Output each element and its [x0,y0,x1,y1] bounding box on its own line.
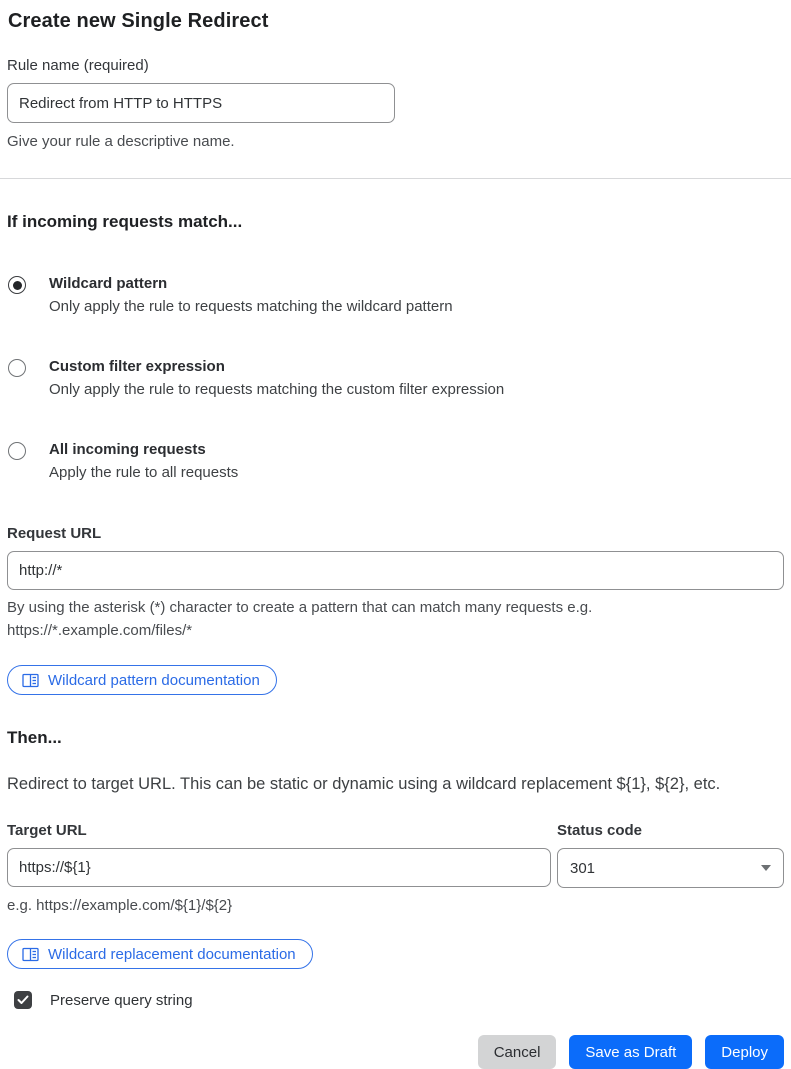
radio-selected-dot [13,281,22,290]
radio-button-icon[interactable] [8,359,26,377]
match-section-heading: If incoming requests match... [7,212,243,231]
radio-label: Wildcard pattern [49,275,168,292]
deploy-button[interactable]: Deploy [705,1035,784,1069]
radio-label: All incoming requests [49,441,206,458]
rule-name-label: Rule name (required) [7,57,149,74]
wildcard-pattern-docs-button[interactable] [7,665,277,695]
radio-option-all-requests[interactable] [7,441,784,481]
status-code-label: Status code [557,822,643,839]
cancel-button[interactable]: Cancel [478,1035,557,1069]
checkbox-checked-icon[interactable] [14,991,32,1009]
radio-option-custom-filter[interactable] [7,358,784,398]
target-url-help: e.g. https://example.com/${1}/${2} [7,897,233,914]
request-url-help [7,596,784,642]
target-url-label: Target URL [7,822,87,839]
book-open-icon [22,673,39,688]
rule-name-input[interactable] [7,83,395,123]
page-title: Create new Single Redirect [8,10,269,32]
radio-button-icon[interactable] [8,442,26,460]
request-url-help-line2: https://*.example.com/files/* [7,622,193,639]
target-row-labels [7,822,784,839]
request-url-help-line1: By using the asterisk (*) character to create a pattern that can match many requests e.g. [7,599,593,616]
doc-button-label: Wildcard replacement documentation [48,945,296,963]
radio-description: Apply the rule to all requests [49,464,239,481]
status-code-select[interactable] [557,848,784,888]
status-code-value: 301 [570,859,596,877]
target-url-input[interactable] [7,848,551,887]
chevron-down-icon [761,865,771,871]
radio-label: Custom filter expression [49,358,225,375]
preserve-query-label: Preserve query string [50,991,193,1009]
book-open-icon [22,947,39,962]
request-url-label: Request URL [7,525,102,542]
preserve-query-row[interactable] [7,991,784,1009]
then-section-heading: Then... [7,728,62,747]
radio-button-icon[interactable] [8,276,26,294]
save-as-draft-button[interactable]: Save as Draft [569,1035,692,1069]
rule-name-help: Give your rule a descriptive name. [7,133,235,150]
then-intro-text: Redirect to target URL. This can be static or dynamic using a wildcard replacement ${1}, ${2}, etc. [7,775,721,793]
section-divider [0,178,791,179]
radio-description: Only apply the rule to requests matching the wildcard pattern [49,298,453,315]
radio-option-wildcard-pattern[interactable] [7,275,784,315]
target-row-inputs [7,839,784,888]
wildcard-replacement-docs-button[interactable] [7,939,313,969]
radio-description: Only apply the rule to requests matching the custom filter expression [49,381,505,398]
request-url-input[interactable] [7,551,784,590]
doc-button-label: Wildcard pattern documentation [48,671,260,689]
footer-actions [7,1035,784,1069]
